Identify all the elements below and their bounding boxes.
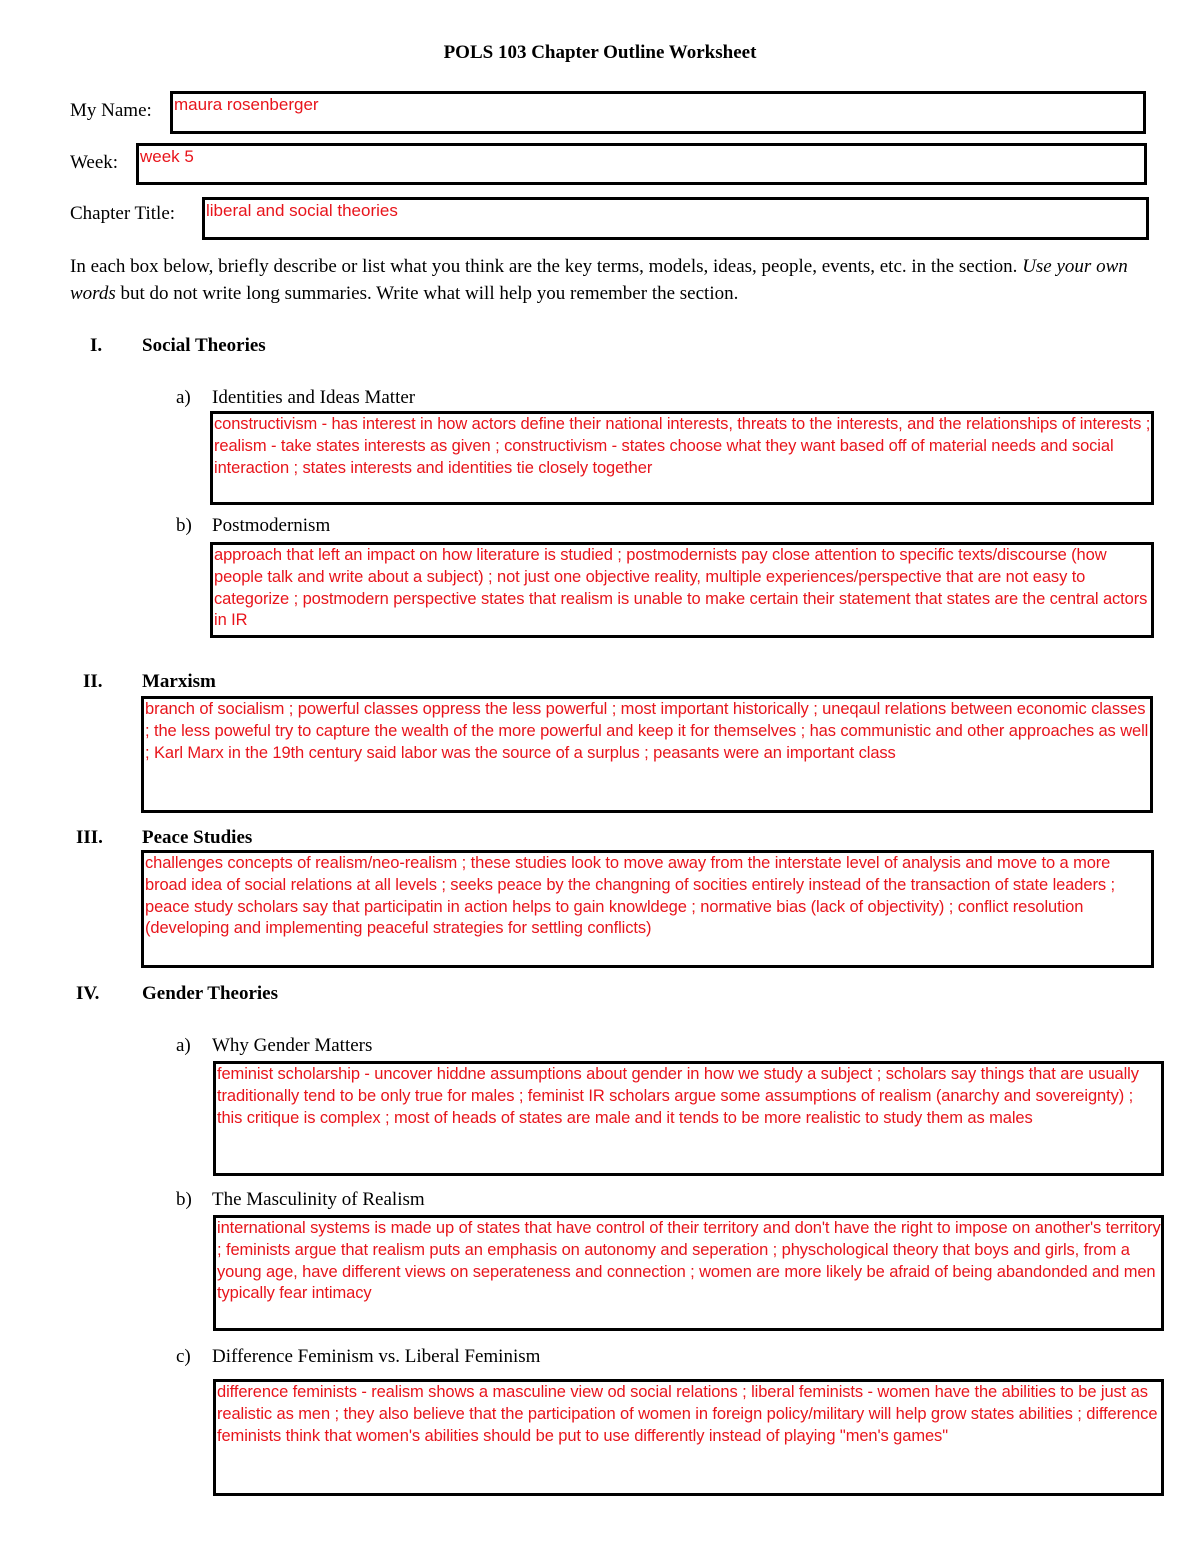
section-4a-title: Why Gender Matters [212, 1035, 373, 1056]
name-label: My Name: [70, 100, 152, 121]
section-1a-title: Identities and Ideas Matter [212, 387, 416, 408]
section-3-number: III. [76, 827, 103, 848]
section-1b-notes-box[interactable]: approach that left an impact on how literature is studied ; postmodernists pay close attention to specific texts/discourse (how people talk and write about a subject) ; not just one objective reality, multiple experiences/perspective that are not easy to categorize ; postmodern perspective states that realism is unable to make certain their statement that states are the central actors in IR [210, 542, 1154, 638]
section-1b-number: b) [176, 515, 192, 536]
section-1a-notes-box[interactable]: constructivism - has interest in how actors define their national interests, threats to the interests, and the relationships of interests ; realism - take states interests as given ; constructivism - states choose what they want based off of material needs and social interaction ; states interests and identities tie closely together [210, 411, 1154, 505]
section-4c-notes-box[interactable]: difference feminists - realism shows a masculine view od social relations ; liberal feminists - women have the abilities to be just as realistic as men ; they also believe that the participation of women in foreign policy/military will help grow states abilities ; difference feminists think that women's abilities should be put to use differently instead of playing "men's games" [213, 1379, 1164, 1496]
section-1a-number: a) [176, 387, 191, 408]
section-4c-number: c) [176, 1346, 191, 1367]
section-1-number: I. [90, 335, 103, 356]
section-3-title: Peace Studies [142, 827, 253, 848]
page-title: POLS 103 Chapter Outline Worksheet [443, 42, 757, 63]
instructions: In each box below, briefly describe or list what you think are the key terms, models, ideas, people, events, etc. in the section. Use your own words but do not write long summaries. Write what will help you remember the section. [70, 256, 1128, 304]
week-field[interactable]: week 5 [136, 143, 1147, 185]
instructions-emphasis: Use your own words [70, 256, 1128, 304]
section-1-title: Social Theories [142, 335, 266, 356]
chapter-title-field[interactable]: liberal and social theories [202, 197, 1149, 240]
section-4c-title: Difference Feminism vs. Liberal Feminism [212, 1346, 541, 1367]
section-2-notes-box[interactable]: branch of socialism ; powerful classes oppress the less powerful ; most important historically ; uneqaul relations between economic classes ; the less poweful try to capture the wealth of the more powerful and keep it for themselves ; has communistic and other approaches as well ; Karl Marx in the 19th century said labor was the source of a surplus ; peasants were an important class [141, 696, 1153, 813]
section-2-title: Marxism [142, 671, 216, 692]
name-field[interactable]: maura rosenberger [170, 91, 1146, 134]
section-2-number: II. [83, 671, 103, 692]
section-1b-title: Postmodernism [212, 515, 331, 536]
chapter-title-label: Chapter Title: [70, 203, 176, 224]
section-4b-notes-box[interactable]: international systems is made up of states that have control of their territory and don't have the right to impose on another's territory ; feminists argue that realism puts an emphasis on autonomy and seperation ; physchological theory that boys and girls, from a young age, have different views on seperateness and connection ; women are more likely be afraid of being abandonded and men typically fear intimacy [213, 1215, 1164, 1331]
section-3-notes-box[interactable]: challenges concepts of realism/neo-realism ; these studies look to move away from the interstate level of analysis and move to a more broad idea of social relations at all levels ; seeks peace by the changning of socities entirely instead of the transaction of state leaders ; peace study scholars say that participatin in action helps to gain knowldege ; normative bias (lack of objectivity) ; conflict resolution (developing and implementing peaceful strategies for settling conflicts) [141, 850, 1154, 968]
week-label: Week: [70, 152, 119, 173]
section-4a-notes-box[interactable]: feminist scholarship - uncover hiddne assumptions about gender in how we study a subject ; scholars say things that are usually traditionally tend to be only true for males ; feminist IR scholars argue some assumptions of realism (anarchy and sovereignty) ; this critique is complex ; most of heads of states are male and it tends to be more realistic to study them as males [213, 1061, 1164, 1176]
section-4a-number: a) [176, 1035, 191, 1056]
section-4-title: Gender Theories [142, 983, 278, 1004]
section-4b-title: The Masculinity of Realism [212, 1189, 425, 1210]
section-4b-number: b) [176, 1189, 192, 1210]
section-4-number: IV. [76, 983, 100, 1004]
